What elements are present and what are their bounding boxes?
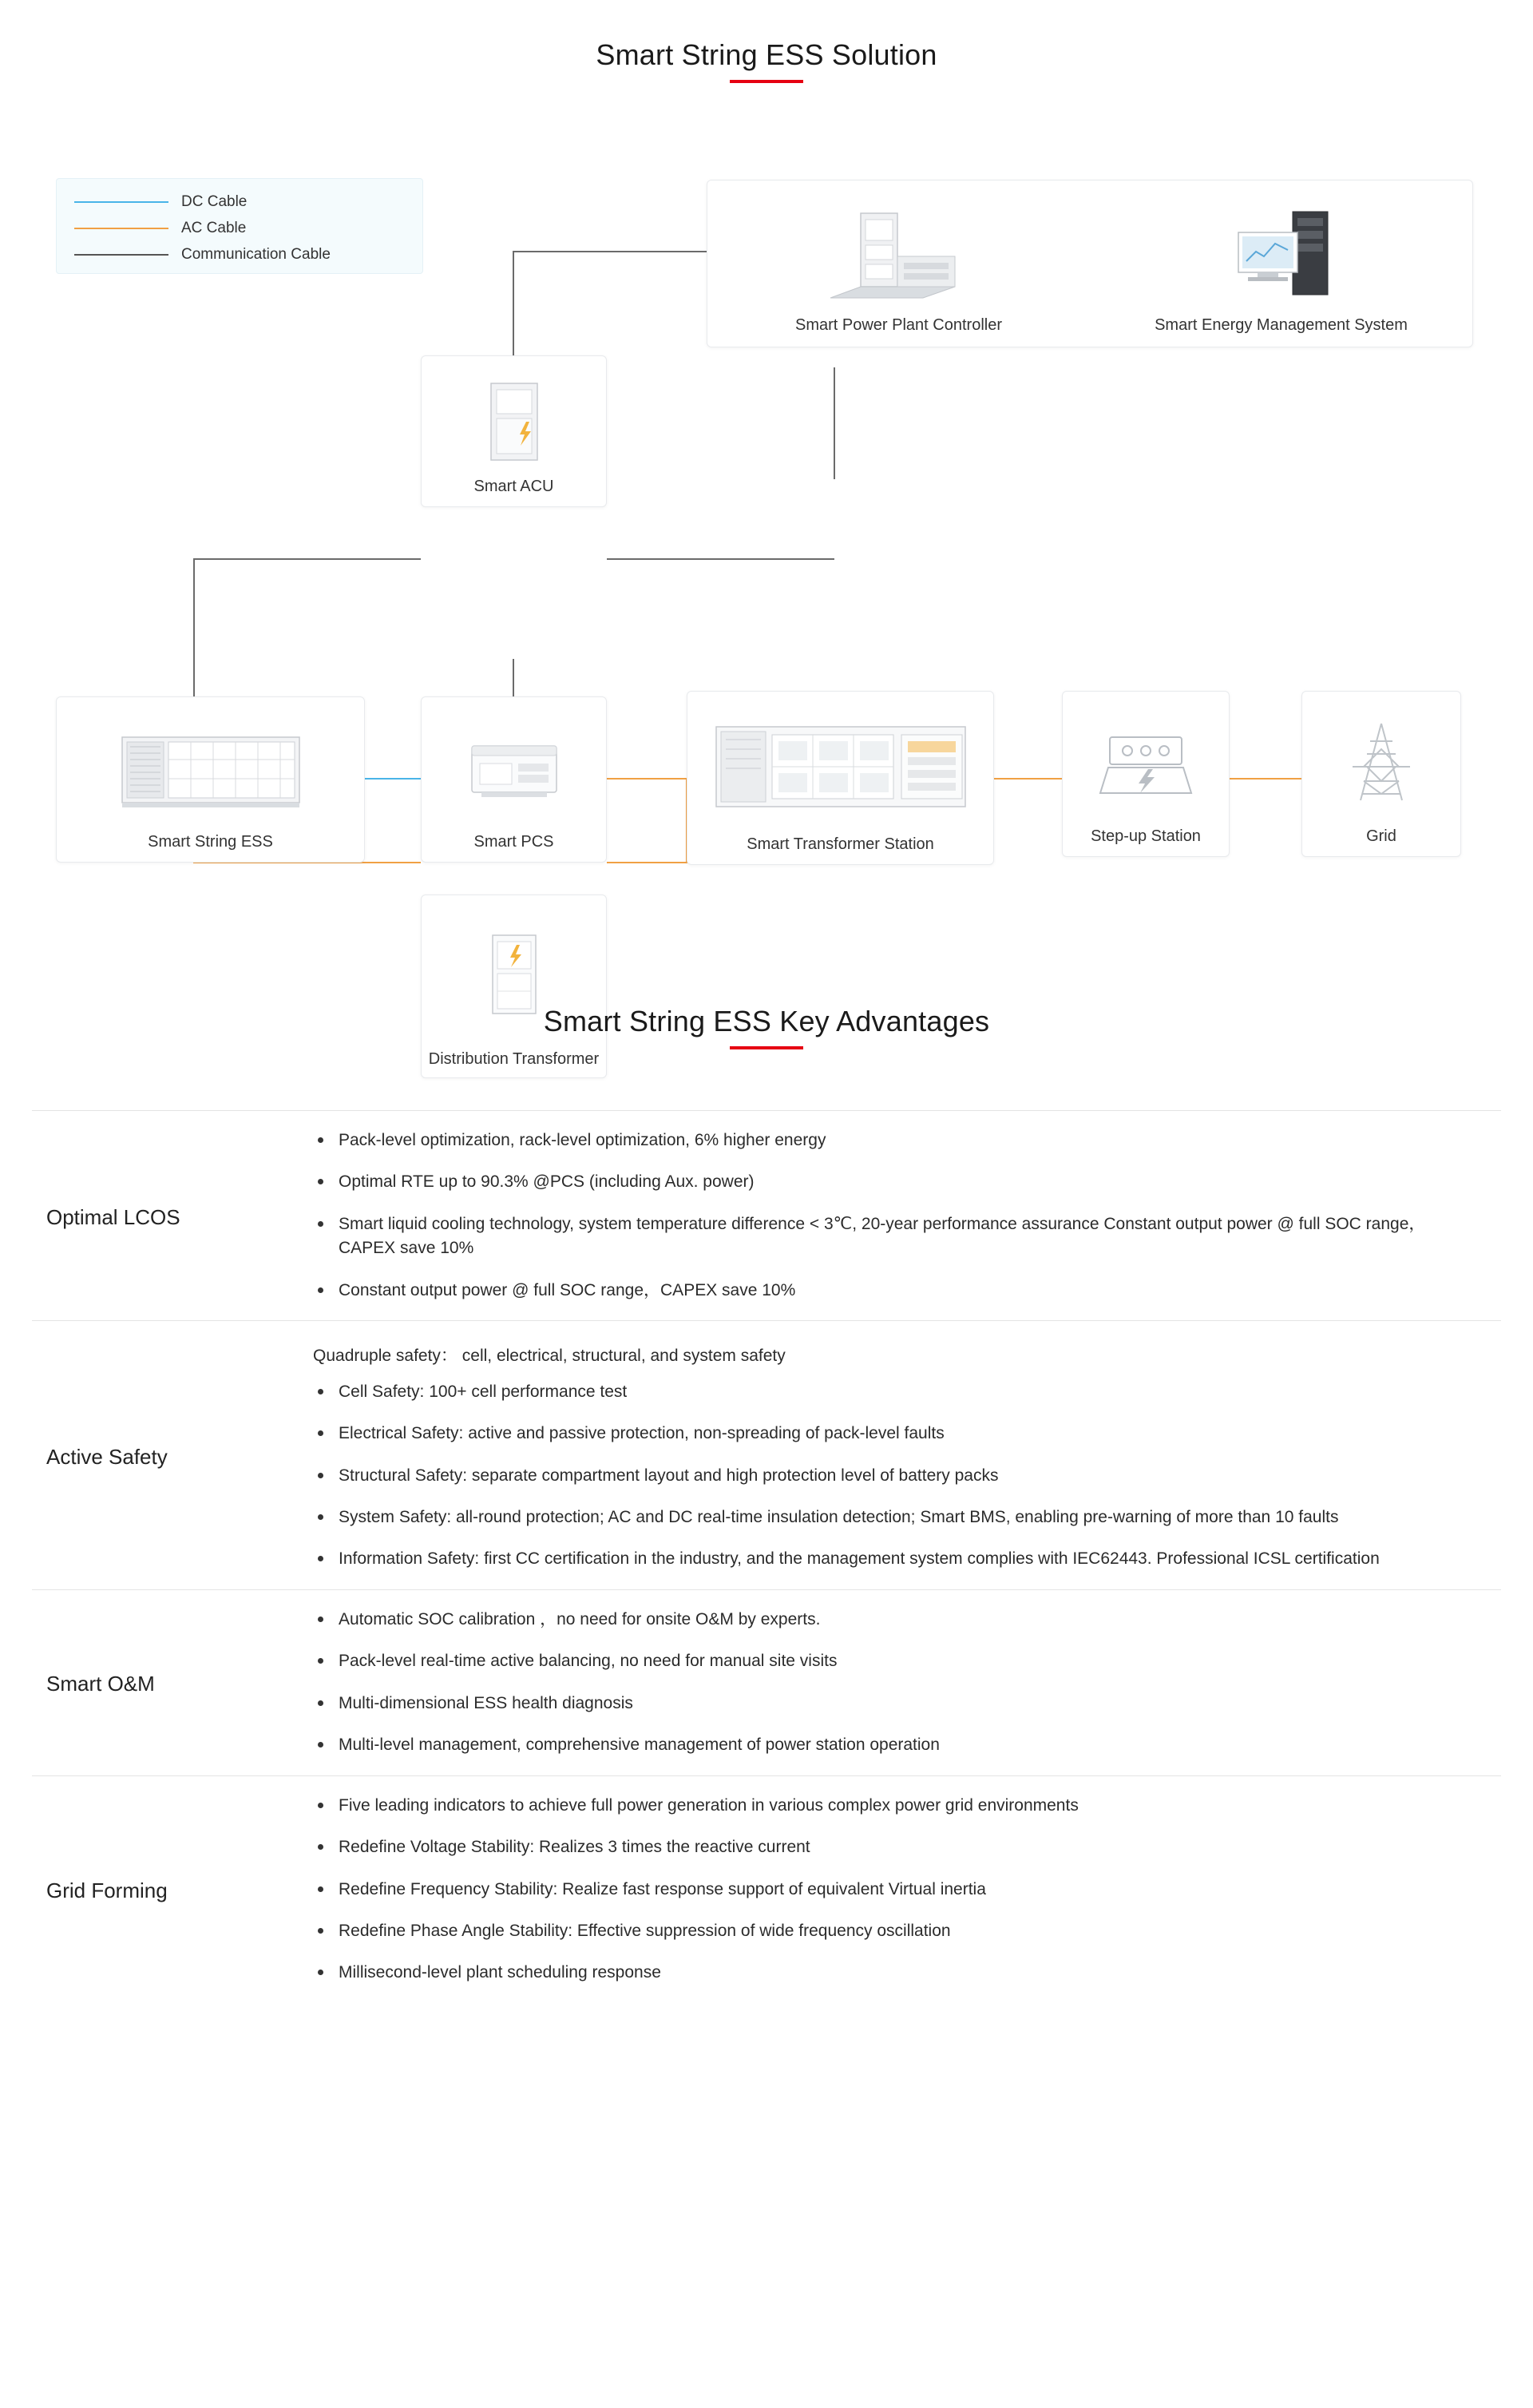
- legend-line-ac: [74, 228, 168, 229]
- row-body: [311, 1339, 1501, 1575]
- transformer-station-icon: [687, 700, 993, 835]
- page-title: Smart String ESS Solution: [596, 38, 937, 71]
- node-smart-pcs[interactable]: [421, 696, 607, 863]
- grid-tower-icon: [1302, 700, 1460, 827]
- row-label: Active Safety: [46, 1444, 168, 1469]
- node-smart-power-plant-controller[interactable]: [707, 181, 1090, 347]
- node-distribution-transformer[interactable]: [421, 895, 607, 1078]
- advantages-table: [32, 1110, 1501, 2003]
- list-item: Automatic SOC calibration ，no need for onsite O&M by experts.: [311, 1608, 1453, 1632]
- table-row: [32, 1110, 1501, 1320]
- list-item: System Safety: all-round protection; AC and DC real-time insulation detection; Smart BMS, enabling pre-warning of more than 10 faults: [311, 1505, 1453, 1529]
- list-item: Millisecond-level plant scheduling response: [311, 1961, 1453, 1985]
- list-item: Multi-level management, comprehensive management of power station operation: [311, 1733, 1453, 1757]
- row-body: [311, 1608, 1501, 1761]
- smart-pcs-icon: [422, 705, 606, 832]
- list-item: Optimal RTE up to 90.3% @PCS (including Aux. power): [311, 1170, 1453, 1194]
- legend: [56, 178, 423, 274]
- list-item: Redefine Phase Angle Stability: Effective suppression of wide frequency oscillation: [311, 1919, 1453, 1943]
- list-item: Redefine Voltage Stability: Realizes 3 times the reactive current: [311, 1835, 1453, 1859]
- list-item: Electrical Safety: active and passive protection, non-spreading of pack-level faults: [311, 1422, 1453, 1446]
- table-row: [32, 1589, 1501, 1775]
- advantages-title-underline: [730, 1046, 803, 1049]
- row-lead-text: Quadruple safety： cell, electrical, structural, and system safety: [313, 1347, 786, 1366]
- power-plant-controller-icon: [707, 204, 1090, 307]
- step-up-station-icon: [1063, 700, 1229, 827]
- controller-panel: [707, 180, 1473, 347]
- label-grid: Grid: [1366, 827, 1396, 845]
- node-step-up-station[interactable]: [1062, 691, 1230, 857]
- smart-string-ess-icon: [57, 705, 364, 832]
- label-stepup: Step-up Station: [1091, 827, 1201, 845]
- label-pcs: Smart PCS: [473, 833, 554, 851]
- legend-item-comm: [74, 241, 422, 268]
- label-ppc: Smart Power Plant Controller: [795, 316, 1002, 334]
- list-item: Pack-level optimization, rack-level optimization, 6% higher energy: [311, 1129, 1453, 1152]
- row-label: Optimal LCOS: [46, 1204, 180, 1229]
- node-smart-transformer-station[interactable]: [687, 691, 994, 865]
- list-item: Information Safety: first CC certification in the industry, and the management system complies with IEC62443. Professional ICSL certification: [311, 1547, 1453, 1571]
- table-row: [32, 1320, 1501, 1589]
- solution-title-block: [0, 38, 1533, 83]
- title-underline: [730, 80, 803, 83]
- row-label: Grid Forming: [46, 1878, 168, 1903]
- energy-management-system-icon: [1090, 204, 1472, 307]
- label-ess: Smart String ESS: [148, 833, 273, 851]
- row-label: Smart O&M: [46, 1672, 155, 1696]
- legend-item-ac: [74, 215, 422, 241]
- list-item: Constant output power @ full SOC range，CAPEX save 10%: [311, 1279, 1453, 1303]
- table-row: [32, 1775, 1501, 2003]
- legend-item-dc: [74, 188, 422, 215]
- list-item: Redefine Frequency Stability: Realize fast response support of equivalent Virtual inertia: [311, 1878, 1453, 1902]
- list-item: Five leading indicators to achieve full power generation in various complex power grid environments: [311, 1794, 1453, 1818]
- list-item: Pack-level real-time active balancing, no need for manual site visits: [311, 1649, 1453, 1673]
- row-body: [311, 1794, 1501, 1989]
- advantages-title: Smart String ESS Key Advantages: [543, 1005, 990, 1037]
- list-item: Smart liquid cooling technology, system temperature difference < 3℃, 20-year performance assurance Constant output power @ full SOC range，CAPEX save 10%: [311, 1212, 1453, 1261]
- list-item: Multi-dimensional ESS health diagnosis: [311, 1692, 1453, 1716]
- list-item: Cell Safety: 100+ cell performance test: [311, 1380, 1453, 1404]
- list-item: Structural Safety: separate compartment layout and high protection level of battery packs: [311, 1464, 1453, 1488]
- node-smart-energy-management-system[interactable]: [1090, 181, 1472, 347]
- legend-label-comm: Communication Cable: [181, 245, 331, 263]
- label-transformer-station: Smart Transformer Station: [747, 835, 934, 853]
- legend-label-dc: DC Cable: [181, 192, 248, 210]
- legend-label-ac: AC Cable: [181, 219, 247, 236]
- node-grid[interactable]: [1301, 691, 1461, 857]
- label-sems: Smart Energy Management System: [1155, 316, 1408, 334]
- legend-line-comm: [74, 254, 168, 256]
- label-acu: Smart ACU: [473, 478, 554, 495]
- node-smart-string-ess[interactable]: [56, 696, 365, 863]
- row-body: [311, 1129, 1501, 1306]
- legend-line-dc: [74, 201, 168, 203]
- smart-acu-icon: [422, 364, 606, 477]
- node-smart-acu[interactable]: [421, 355, 607, 507]
- label-distribution-transformer: Distribution Transformer: [428, 1050, 600, 1068]
- advantages-title-block: [0, 1005, 1533, 1049]
